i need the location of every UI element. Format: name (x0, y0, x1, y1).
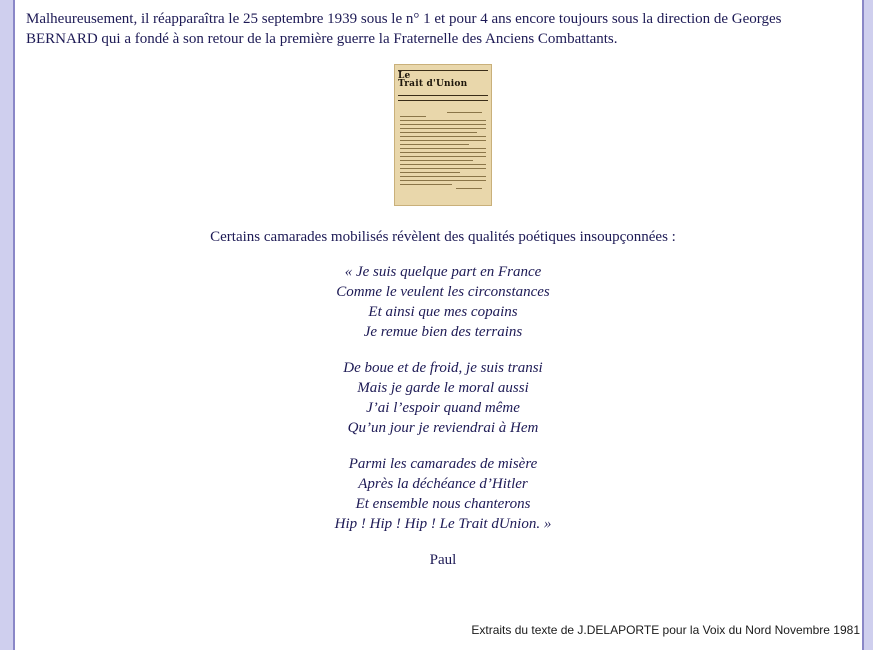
poem (26, 262, 860, 550)
newspaper-title-line1: Le (398, 71, 411, 81)
newspaper-title (398, 72, 467, 88)
poem-stanza-3 (26, 454, 860, 534)
poem-signature: Paul (429, 552, 457, 568)
poem-line: De boue et de froid, je suis transi (343, 360, 543, 376)
source-credit: Extraits du texte de J.DELAPORTE pour la Voix du Nord Novembre 1981 (471, 623, 860, 637)
poem-line: Et ensemble nous chanterons (355, 496, 531, 512)
poem-line: Je remue bien des terrains (363, 324, 523, 340)
article-content (26, 0, 860, 650)
poem-line: « Je suis quelque part en France (344, 264, 542, 280)
newspaper-rule-sub (398, 100, 488, 101)
intro-paragraph: Malheureusement, il réapparaîtra le 25 septembre 1939 sous le n° 1 et pour 4 ans encore toujours sous la direction de Georges BERNARD qui a fondé à son retour de la première guerre la Fraternelle des Anciens Combattants. (26, 11, 782, 47)
newspaper-rule-top (398, 70, 488, 71)
newspaper-text-lines (400, 112, 486, 192)
poem-line: Parmi les camarades de misère (348, 456, 538, 472)
newspaper-title-line2: Trait d'Union (398, 79, 468, 89)
poem-introduction: Certains camarades mobilisés révèlent des qualités poétiques insoupçonnées : (210, 229, 676, 245)
poem-line: Qu’un jour je reviendrai à Hem (347, 420, 539, 436)
poem-line: Après la déchéance d’Hitler (358, 476, 528, 492)
newspaper-rule-mid (398, 95, 488, 96)
poem-line: Hip ! Hip ! Hip ! Le Trait dUnion. » (334, 516, 552, 532)
poem-stanza-1 (26, 262, 860, 342)
newspaper-image (394, 64, 492, 206)
poem-line: Comme le veulent les circonstances (336, 284, 550, 300)
right-frame-border (862, 0, 873, 650)
poem-line: Mais je garde le moral aussi (357, 380, 529, 396)
poem-line: J’ai l’espoir quand même (366, 400, 520, 416)
left-frame-border (0, 0, 15, 650)
poem-stanza-2 (26, 358, 860, 438)
poem-line: Et ainsi que mes copains (368, 304, 518, 320)
